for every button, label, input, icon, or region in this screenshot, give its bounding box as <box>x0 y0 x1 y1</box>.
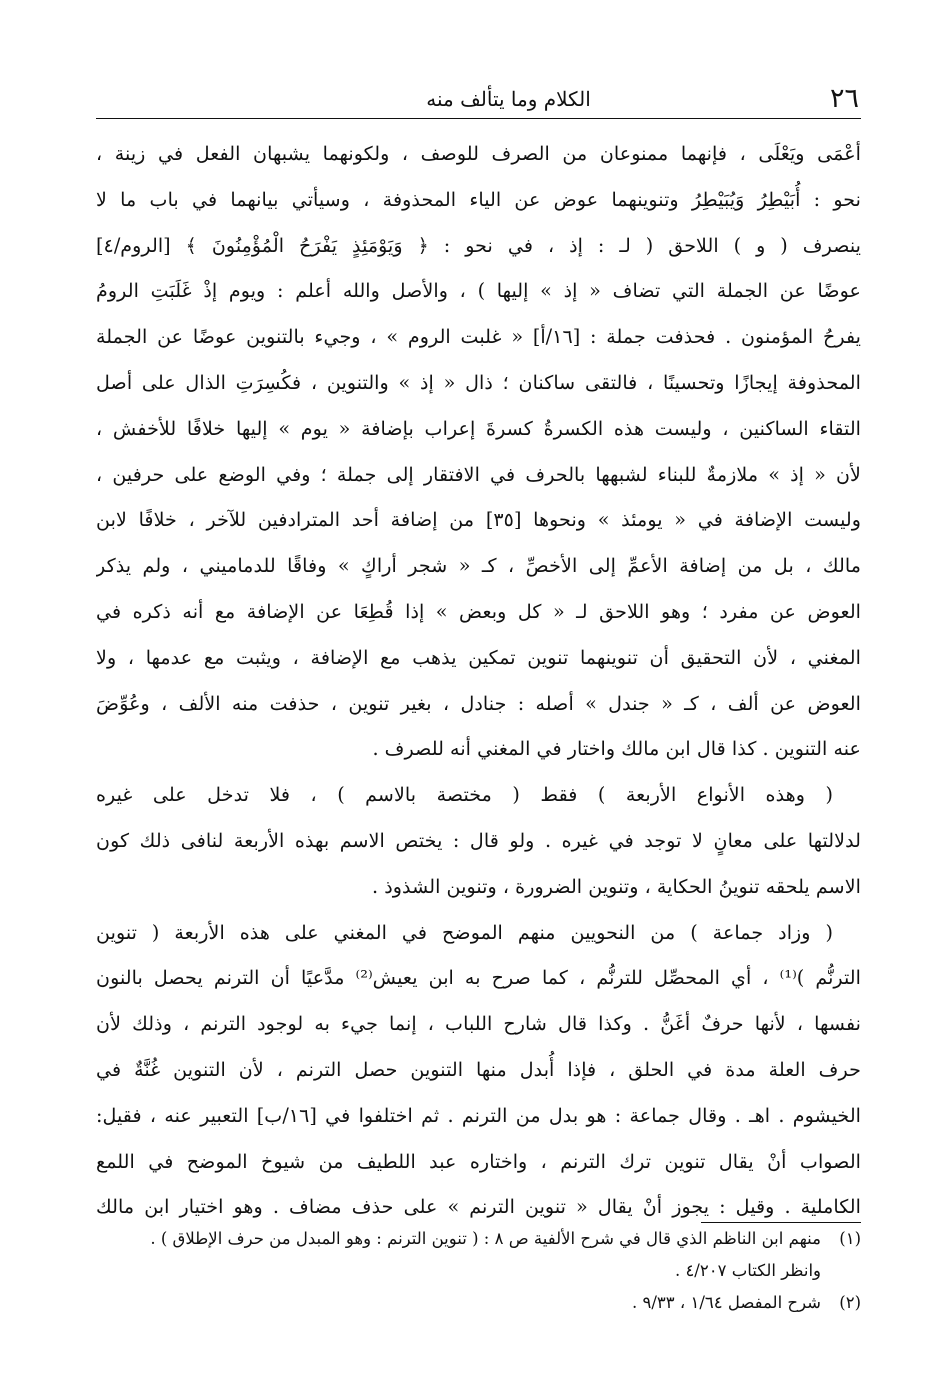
text-line: نفسها ، لأنها حرفٌ أغَنُّ . وكذا قال شارح اللباب ، إنما جيء به لوجود الترنم ، وذلك لأن <box>96 1012 861 1036</box>
text-line: وليست الإضافة في « يومئذ » ونحوها [٣٥] من إضافة أحد المترادفين للآخر ، خلافًا لابن <box>96 508 861 532</box>
footnote-text: شرح المفصل ١/٦٤ ، ٩/٣٣ . <box>631 1293 821 1312</box>
text-line: الخيشوم . اهـ . وقال جماعة : هو بدل من الترنم . ثم اختلفوا في [١٦/ب] التعبير عنه ، فقيل: <box>96 1103 861 1127</box>
footnote-text: منهم ابن الناظم الذي قال في شرح الألفية ص ٨ : ( تنوين الترنم : وهو المبدل من حرف الإطلاق ) . <box>150 1229 821 1248</box>
text-line: لدلالتها على معانٍ لا توجد في غيره . ولو قال : يختص الاسم بهذه الأربعة لنافى ذلك كون <box>96 828 861 852</box>
text-line: نحو : أُبَيْطِرُ وَيُبَيْطِرُ وتنوينهما عوض عن الياء المحذوفة ، وسيأتي بيانهما في باب ما لا <box>96 187 861 211</box>
main-text <box>96 131 861 1230</box>
text-line: الترنُّم )⁽¹⁾ ، أي المحصِّل للترنُّم ، كما صرح به ابن يعيش⁽²⁾ مدَّعيًا أن الترنم يحصل بالنون <box>96 966 861 990</box>
text-line: لأن « إذ » ملازمةٌ للبناء لشبهها بالحرف في الافتقار إلى جملة ؛ وفي الوضع على حرفين ، <box>96 462 861 486</box>
footnote-1 <box>96 1223 861 1255</box>
text-line: المحذوفة إيجازًا وتحسينًا ، فالتقى ساكنان ؛ ذال « إذ » والتنوين ، فكُسِرَتِ الذال على أصل <box>96 370 861 394</box>
text-line: عوضًا عن الجملة التي تضاف « إذ » إليها ) ، والأصل والله أعلم : ويوم إذْ غَلَبَتِ الرومُ <box>96 279 861 303</box>
text-line: ينصرف ( و ) اللاحق ( لـ : إذ ، في نحو : ﴿ وَيَوْمَئِذٍ يَفْرَحُ الْمُؤْمِنُونَ ﴾ [الروم/٤] <box>96 233 861 257</box>
footnote-number: (١) <box>839 1229 861 1248</box>
text-line: يفرحُ المؤمنون . فحذفت جملة : [١٦/أ] « غلبت الروم » ، وجيء بالتنوين عوضًا عن الجملة <box>96 325 861 349</box>
text-line: مالك ، بل من إضافة الأعمِّ إلى الأخصِّ ، كـ « شجر أراكٍ » وفاقًا للدماميني ، ولم يذكر <box>96 554 861 578</box>
text-line: عنه التنوين . كذا قال ابن مالك واختار في المغني أنه للصرف . <box>372 737 861 761</box>
text-line: الصواب أنْ يقال تنوين ترك الترنم ، واختاره عبد اللطيف من شيوخ الموضح في اللمع <box>96 1149 861 1173</box>
text-line: التقاء الساكنين ، وليست هذه الكسرةُ كسرةَ إعراب بإضافة « يوم » إليها خلافًا للأخفش ، <box>96 416 861 440</box>
page-header <box>96 80 861 119</box>
text-line: الاسم يلحقه تنوينُ الحكاية ، وتنوين الضرورة ، وتنوين الشذوذ . <box>372 874 861 898</box>
running-title: الكلام وما يتألف منه <box>426 87 591 111</box>
text-line: العوض عن مفرد ؛ وهو اللاحق لـ « كل وبعض » إذا قُطِعَا عن الإضافة مع أنه ذكره في <box>96 599 861 623</box>
text-line: أعْمَى ويَعْلَى ، فإنهما ممنوعان من الصرف للوصف ، ولكونهما يشبهان الفعل في زينة ، <box>96 142 861 165</box>
book-page <box>96 80 861 1320</box>
text-line: الكاملية . وقيل : يجوز أنْ يقال « تنوين الترنم » على حذف مضاف . وهو اختيار ابن مالك <box>96 1195 861 1219</box>
text-line: العوض عن ألف ، كـ « جندل » أصله : جنادل ، بغير تنوين ، حذفت منه الألف ، وعُوِّضَ <box>96 691 861 715</box>
text-line: ( وهذه الأنواع الأربعة ) فقط ( مختصة بالاسم ) ، فلا تدخل على غيره <box>96 783 833 807</box>
text-line: ( وزاد جماعة ) من النحويين منهم الموضح في المغني على هذه الأربعة ( تنوين <box>96 920 833 944</box>
page-number: ٢٦ <box>829 83 859 114</box>
text-line: حرف العلة مدة في الحلق ، فإذا أُبدل منها التنوين حصل الترنم ، لأن التنوين غُنَّةٌ في <box>96 1057 861 1081</box>
footnote-2 <box>96 1287 861 1319</box>
footnote-1-continuation: وانظر الكتاب ٤/٢٠٧ . <box>674 1261 821 1280</box>
footnote-number: (٢) <box>839 1293 861 1312</box>
footnotes <box>96 1222 861 1319</box>
text-line: المغني ، لأن التحقيق أن تنوينهما تنوين تمكين يذهب مع الإضافة ، ويثبت مع عدمها ، ولا <box>96 645 861 669</box>
